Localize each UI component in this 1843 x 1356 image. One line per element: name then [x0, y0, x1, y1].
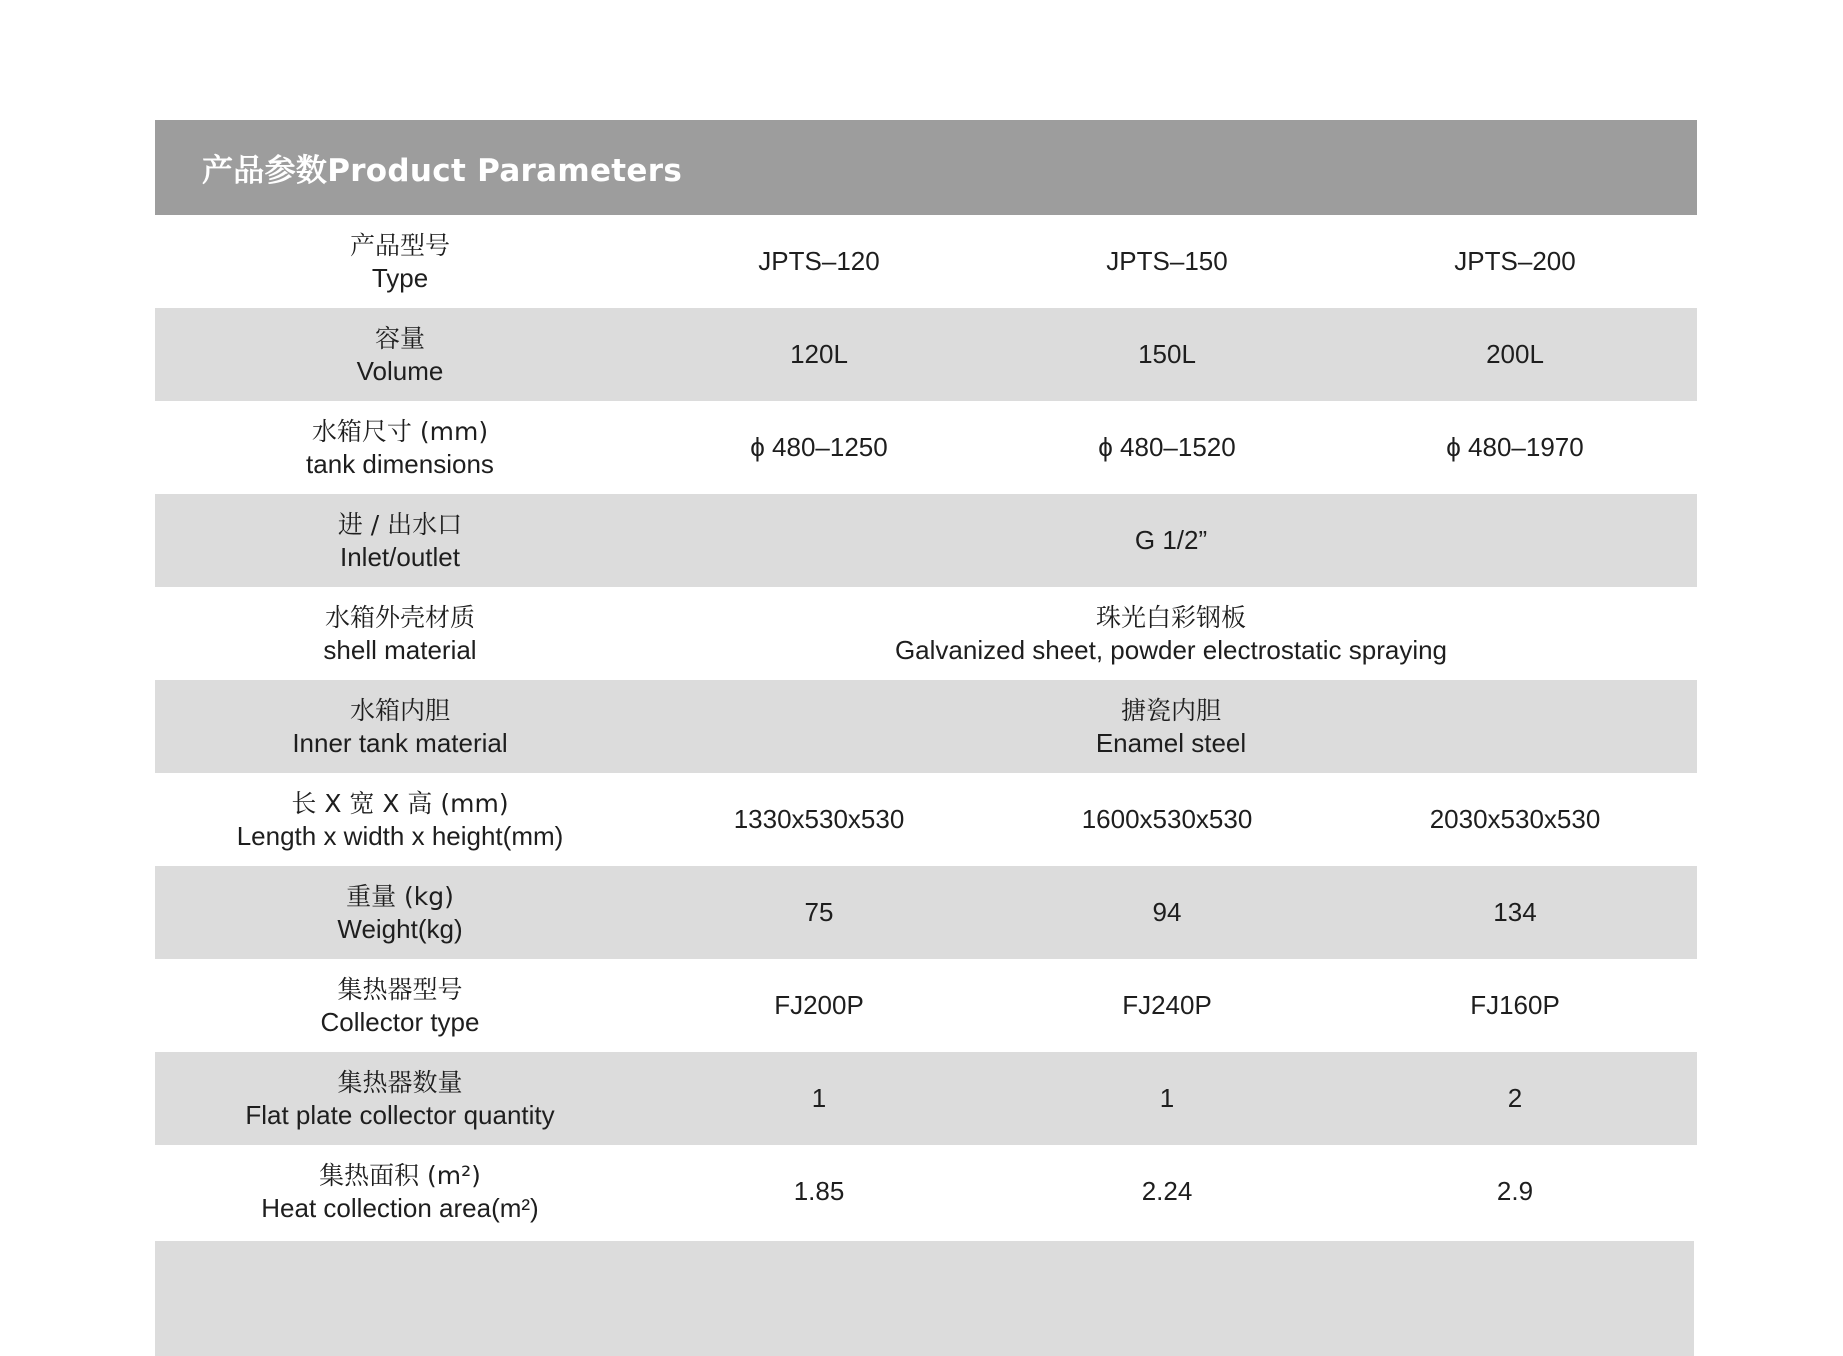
row-label	[155, 694, 645, 760]
footer-band	[155, 1241, 1694, 1356]
value-jpts-200: 134	[1493, 897, 1537, 927]
value-jpts-200: 2	[1507, 1083, 1523, 1113]
row-label-cn: 重量 (kg)	[346, 881, 454, 911]
value-jpts-200: 2.9	[1496, 1176, 1534, 1206]
value-jpts-120: 1330x530x530	[733, 804, 905, 834]
value-jpts-120: ϕ 480–1250	[750, 432, 888, 462]
param-row-tank-dimensions	[155, 401, 1697, 494]
row-label	[155, 322, 645, 388]
row-label-cn: 水箱内胆	[349, 695, 450, 725]
value-jpts-200: ϕ 480–1970	[1446, 432, 1584, 462]
row-label-cn: 集热器型号	[337, 974, 463, 1004]
param-row-type	[155, 215, 1697, 308]
row-label-cn: 容量	[374, 323, 425, 353]
row-label-en: Weight(kg)	[337, 913, 463, 944]
row-label-cn: 长 X 宽 X 高 (mm)	[291, 788, 509, 818]
value-jpts-150: 150L	[1138, 339, 1196, 369]
value-all-models	[645, 694, 1697, 760]
row-label-en: shell material	[323, 634, 477, 665]
value-en: Galvanized sheet, powder electrostatic spraying	[894, 634, 1448, 665]
row-label-cn: 产品型号	[349, 230, 450, 260]
row-label-en: Collector type	[320, 1006, 480, 1037]
row-label	[155, 1159, 645, 1225]
product-parameters-sheet	[155, 120, 1697, 1356]
param-row-volume	[155, 308, 1697, 401]
value-jpts-120: 1.85	[793, 1176, 845, 1206]
row-label	[155, 229, 645, 295]
value-jpts-150: 2.24	[1141, 1176, 1193, 1206]
param-row-shell-material	[155, 587, 1697, 680]
row-label-en: Type	[371, 262, 429, 293]
row-label-en: Inner tank material	[292, 727, 508, 758]
value-jpts-120: 120L	[790, 339, 848, 369]
value-all-models: G 1/2”	[1134, 525, 1208, 555]
value-jpts-200: JPTS–200	[1454, 246, 1576, 276]
value-jpts-150: ϕ 480–1520	[1098, 432, 1236, 462]
row-label-cn: 水箱尺寸 (mm)	[311, 416, 489, 446]
value-jpts-120: JPTS–120	[758, 246, 880, 276]
row-label	[155, 508, 645, 574]
row-label	[155, 973, 645, 1039]
row-label-en: tank dimensions	[306, 448, 494, 479]
param-row-heat-collection-area	[155, 1145, 1697, 1238]
value-jpts-200: FJ160P	[1470, 990, 1560, 1020]
value-jpts-120: 75	[804, 897, 834, 927]
value-jpts-120: FJ200P	[774, 990, 864, 1020]
param-row-inlet-outlet	[155, 494, 1697, 587]
value-jpts-150: 1	[1159, 1083, 1175, 1113]
value-en: Enamel steel	[1095, 727, 1247, 758]
row-label-en: Heat collection area(m²)	[261, 1192, 539, 1223]
row-label-en: Volume	[356, 355, 444, 386]
value-jpts-200: 2030x530x530	[1429, 804, 1601, 834]
param-row-collector-type	[155, 959, 1697, 1052]
param-row-weight	[155, 866, 1697, 959]
value-cn: 珠光白彩钢板	[1095, 602, 1246, 632]
row-label	[155, 880, 645, 946]
row-label-en: Flat plate collector quantity	[245, 1099, 555, 1130]
row-label	[155, 601, 645, 667]
param-row-dimensions	[155, 773, 1697, 866]
value-jpts-150: FJ240P	[1122, 990, 1212, 1020]
title-bar	[155, 120, 1697, 215]
row-label-cn: 集热面积 (m²)	[319, 1160, 481, 1190]
row-label	[155, 415, 645, 481]
row-label-en: Inlet/outlet	[340, 541, 460, 572]
page-title: 产品参数Product Parameters	[202, 153, 683, 189]
row-label-en: Length x width x height(mm)	[236, 820, 564, 851]
value-jpts-200: 200L	[1486, 339, 1544, 369]
row-label-cn: 集热器数量	[337, 1067, 463, 1097]
value-cn: 搪瓷内胆	[1120, 695, 1221, 725]
row-label-cn: 水箱外壳材质	[324, 602, 475, 632]
value-all-models	[645, 601, 1697, 667]
row-label	[155, 787, 645, 853]
row-label-cn: 进 / 出水口	[337, 509, 463, 539]
param-row-inner-tank	[155, 680, 1697, 773]
value-jpts-150: 94	[1152, 897, 1182, 927]
value-jpts-120: 1	[811, 1083, 827, 1113]
row-label	[155, 1066, 645, 1132]
param-row-collector-quantity	[155, 1052, 1697, 1145]
value-jpts-150: 1600x530x530	[1081, 804, 1253, 834]
value-jpts-150: JPTS–150	[1106, 246, 1228, 276]
